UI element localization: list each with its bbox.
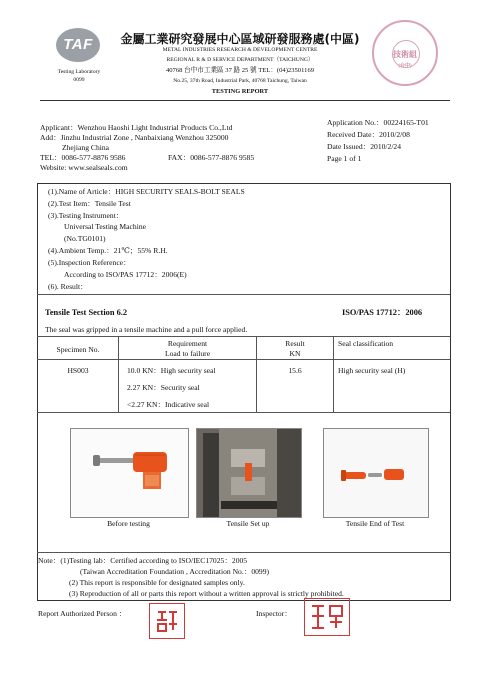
photo-tensile-end — [323, 428, 429, 518]
photo-tensile-setup — [196, 428, 302, 518]
department-seal — [372, 20, 438, 86]
reference-label: (5).Inspection Reference： — [48, 258, 131, 267]
authorized-stamp-glyph — [152, 606, 182, 636]
org-name-cn: 金屬工業研究發展中心區域研發服務處(中區) — [120, 32, 360, 46]
note-3: (3) Reproduction of all or parts this report without a written approval is strictly prohibited. — [69, 589, 344, 598]
seal-text: 技術組 — [393, 50, 417, 59]
header-divider — [40, 100, 450, 101]
org-name-en: METAL INDUSTRIES RESEARCH & DEVELOPMENT CENTRE — [162, 47, 318, 53]
bolt-seal-image — [71, 429, 188, 517]
divider-notes — [37, 552, 450, 553]
ambient-conditions: (4).Ambient Temp.：21℃；55% R.H. — [48, 246, 168, 255]
table-bottom-border — [37, 412, 450, 413]
caption-before: Before testing — [107, 519, 150, 528]
inspector-label: Inspector： — [256, 609, 292, 618]
inspector-stamp-glyph — [307, 601, 347, 633]
inspector-stamp — [304, 598, 350, 636]
header-specimen: Specimen No. — [56, 345, 100, 354]
section-description: The seal was gripped in a tensile machine and a pull force applied. — [45, 325, 248, 334]
caption-end: Tensile End of Test — [345, 519, 405, 528]
header-result: Result — [285, 339, 305, 348]
applicant: Applicant：Wenzhou Haoshi Light Industrial Products Co.,Ltd — [40, 123, 233, 132]
taf-logo-text: TAF — [63, 36, 93, 53]
section-standard: ISO/PAS 17712：2006 — [342, 308, 423, 317]
section-title: Tensile Test Section 6.2 — [45, 308, 128, 317]
applicant-address-1: Add：Jinzhu Industrial Zone , Nanbaixiang Wenzhou 325000 — [40, 133, 229, 142]
table-col-divider-3 — [333, 336, 334, 412]
result-label: (6). Result： — [48, 282, 88, 291]
header-classification: Seal classification — [338, 339, 394, 348]
note-2: (2) This report is responsible for designated samples only. — [69, 578, 245, 587]
instrument-no: (No.TG0101) — [64, 234, 106, 243]
page-number: Page 1 of 1 — [327, 154, 362, 163]
divider-info — [37, 294, 450, 295]
authorized-person-label: Report Authorized Person ： — [38, 609, 127, 618]
article-name: (1).Name of Article：HIGH SECURITY SEALS-BOLT SEALS — [48, 187, 245, 196]
applicant-fax: FAX：0086-577-8876 9585 — [168, 153, 255, 162]
seal-subtext: (台中) — [398, 64, 412, 69]
lab-number: 0099 — [73, 77, 85, 83]
broken-seal-image — [324, 429, 428, 517]
instrument-name: Universal Testing Machine — [64, 222, 146, 231]
lab-label: Testing Laboratory — [57, 69, 101, 75]
applicant-address-2: Zhejiang China — [62, 143, 110, 152]
authorized-person-stamp — [149, 603, 185, 639]
test-item: (2).Test Item：Tensile Test — [48, 199, 131, 208]
org-address-en: No.25, 37th Road, Industrial Park, 40768 Taichung, Taiwan — [173, 78, 307, 84]
application-no: Application No.：00224165-T01 — [327, 118, 429, 127]
cell-specimen: HS003 — [67, 366, 89, 375]
org-address-cn: 40768 台中市工業區 37 路 25 號 TEL：(04)23501169 — [165, 67, 315, 74]
header-result-unit: KN — [289, 349, 301, 358]
date-issued: Date Issued：2010/2/24 — [327, 142, 402, 151]
cell-requirement-1: 10.0 KN：High security seal — [127, 366, 216, 375]
instrument-label: (3).Testing Instrument： — [48, 211, 124, 220]
applicant-tel: TEL：0086-577-8876 9586 — [40, 153, 126, 162]
taf-logo — [56, 28, 100, 62]
table-header-border — [37, 359, 450, 360]
cell-requirement-3: <2.27 KN：Indicative seal — [127, 400, 210, 409]
header-requirement: Requirement — [167, 339, 208, 348]
cell-classification: High security seal (H) — [338, 366, 406, 375]
note-1-accreditation: (Taiwan Accreditation Foundation , Accreditation No.：0099) — [80, 567, 270, 576]
caption-setup: Tensile Set up — [226, 519, 270, 528]
cell-result: 15.6 — [288, 366, 302, 375]
org-dept: REGIONAL R & D SERVICE DEPARTMENT（TAICHUNG） — [166, 57, 314, 63]
report-title: TESTING REPORT — [211, 88, 269, 95]
received-date: Received Date：2010/2/08 — [327, 130, 410, 139]
note-1: Note：(1)Testing lab：Certified according to ISO/IEC17025：2005 — [38, 556, 248, 565]
cell-requirement-2: 2.27 KN：Security seal — [127, 383, 200, 392]
applicant-website: Website: www.sealseals.com — [40, 163, 128, 172]
tensile-machine-image — [197, 429, 301, 517]
table-top-border — [37, 336, 450, 337]
header-load-to-failure: Load to failure — [164, 349, 211, 358]
photo-before-testing — [70, 428, 189, 518]
reference-value: According to ISO/PAS 17712：2006(E) — [64, 270, 187, 279]
